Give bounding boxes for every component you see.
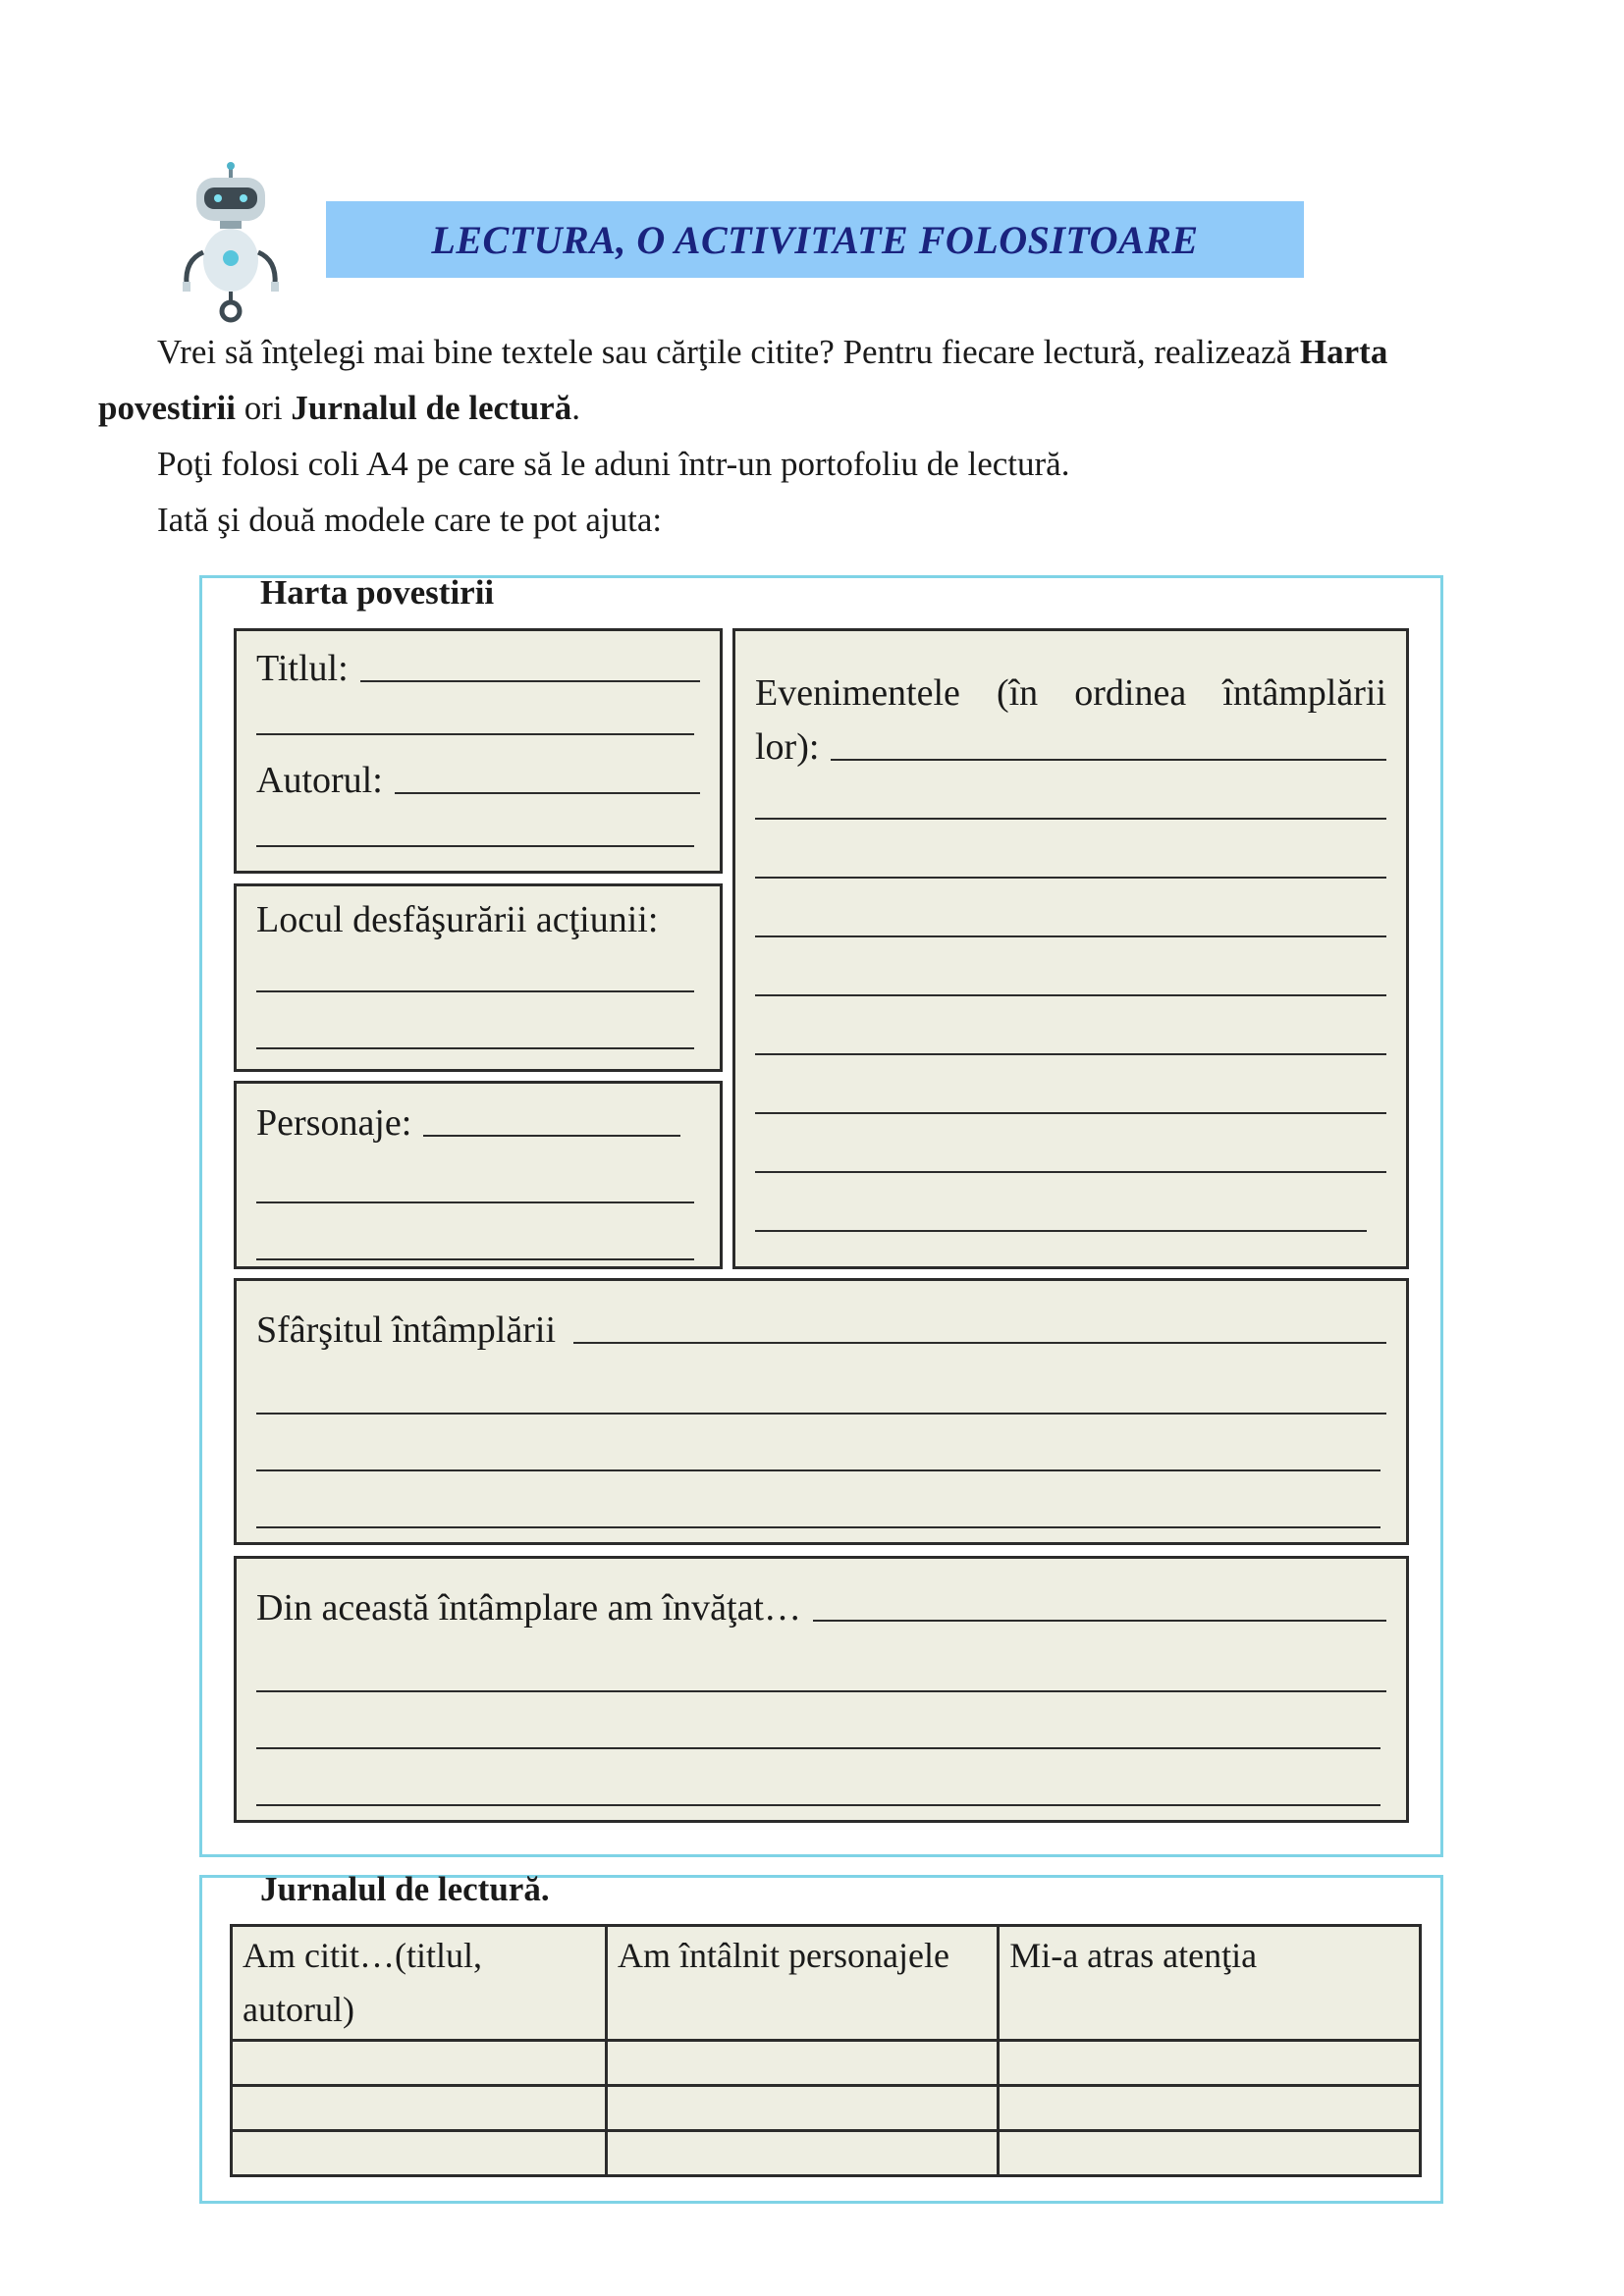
intro-paragraph-3: Iată şi două modele care te pot ajuta: bbox=[157, 501, 663, 539]
title-author-box bbox=[234, 628, 723, 874]
journal-header-read: Am citit…(titlul, autorul) bbox=[232, 1926, 607, 2041]
journal-cell[interactable] bbox=[999, 2041, 1421, 2086]
intro-bold-journal: Jurnalul de lectură bbox=[291, 389, 572, 427]
intro-paragraph-2: Poţi folosi coli A4 pe care să le aduni într-un portofoliu de lectură. bbox=[157, 445, 1070, 483]
journal-cell[interactable] bbox=[607, 2041, 999, 2086]
lesson-field-line-4[interactable] bbox=[256, 1804, 1380, 1806]
place-field-line-1[interactable] bbox=[256, 990, 694, 992]
title-field[interactable] bbox=[360, 680, 700, 682]
events-field-line-2[interactable] bbox=[755, 818, 1386, 820]
place-label: Locul desfăşurării acţiunii: bbox=[256, 899, 659, 940]
events-field-line-3[interactable] bbox=[755, 877, 1386, 879]
journal-cell[interactable] bbox=[232, 2041, 607, 2086]
intro-text-3: . bbox=[571, 389, 580, 427]
journal-table bbox=[230, 1924, 1422, 2177]
journal-header-characters: Am întâlnit personajele bbox=[607, 1926, 999, 2041]
lesson-field-line-1[interactable] bbox=[813, 1620, 1386, 1622]
journal-cell[interactable] bbox=[607, 2086, 999, 2131]
events-box bbox=[732, 628, 1409, 1269]
author-field-line-2[interactable] bbox=[256, 845, 694, 847]
ending-box bbox=[234, 1278, 1409, 1545]
events-field-line-8[interactable] bbox=[755, 1171, 1386, 1173]
title-label: Titlul: bbox=[256, 648, 349, 689]
robot-icon bbox=[177, 162, 285, 324]
ending-field-line-4[interactable] bbox=[256, 1526, 1380, 1528]
author-field[interactable] bbox=[395, 792, 700, 794]
events-field-line-6[interactable] bbox=[755, 1053, 1386, 1055]
events-label-line-1: Evenimentele (în ordinea întâmplării bbox=[755, 672, 1386, 714]
ending-label: Sfârşitul întâmplării bbox=[256, 1309, 557, 1351]
place-box bbox=[234, 883, 723, 1072]
journal-cell[interactable] bbox=[999, 2131, 1421, 2176]
journal-cell[interactable] bbox=[232, 2086, 607, 2131]
events-field-line-1[interactable] bbox=[831, 759, 1386, 761]
characters-label: Personaje: bbox=[256, 1102, 412, 1144]
intro-paragraph-1 bbox=[98, 324, 1532, 436]
characters-field-line-2[interactable] bbox=[256, 1201, 694, 1203]
journal-row bbox=[232, 2131, 1421, 2176]
events-field-line-7[interactable] bbox=[755, 1112, 1386, 1114]
journal-header-row bbox=[232, 1926, 1421, 2041]
characters-box bbox=[234, 1081, 723, 1269]
ending-field-line-2[interactable] bbox=[256, 1413, 1386, 1415]
characters-field[interactable] bbox=[423, 1135, 680, 1137]
intro-text-1: Vrei să înţelegi mai bine textele sau cărţile citite? Pentru fiecare lectură, realizează bbox=[157, 333, 1300, 371]
events-field-line-9[interactable] bbox=[755, 1230, 1367, 1232]
journal-header-attention: Mi-a atras atenţia bbox=[999, 1926, 1421, 2041]
events-field-line-4[interactable] bbox=[755, 935, 1386, 937]
journal-title: Jurnalul de lectură. bbox=[260, 1870, 550, 1908]
story-map-title: Harta povestirii bbox=[260, 573, 495, 612]
ending-field-line-3[interactable] bbox=[256, 1469, 1380, 1471]
title-banner bbox=[326, 201, 1304, 278]
intro-bold-story-map: Harta povestirii bbox=[98, 333, 1388, 427]
lesson-label: Din această întâmplare am învăţat… bbox=[256, 1587, 801, 1629]
ending-field-line-1[interactable] bbox=[573, 1342, 1386, 1344]
title-field-line-2[interactable] bbox=[256, 733, 694, 735]
page-title: LECTURA, O ACTIVITATE FOLOSITOARE bbox=[431, 217, 1199, 262]
lesson-field-line-2[interactable] bbox=[256, 1690, 1386, 1692]
journal-cell[interactable] bbox=[607, 2131, 999, 2176]
place-field-line-2[interactable] bbox=[256, 1047, 694, 1049]
intro-text bbox=[98, 324, 1532, 548]
lesson-field-line-3[interactable] bbox=[256, 1747, 1380, 1749]
journal-cell[interactable] bbox=[999, 2086, 1421, 2131]
journal-row bbox=[232, 2086, 1421, 2131]
characters-field-line-3[interactable] bbox=[256, 1258, 694, 1260]
author-label: Autorul: bbox=[256, 760, 383, 801]
events-label-line-2: lor): bbox=[755, 726, 820, 768]
lesson-box bbox=[234, 1556, 1409, 1823]
events-field-line-5[interactable] bbox=[755, 994, 1386, 996]
intro-text-2: ori bbox=[235, 389, 292, 427]
journal-row bbox=[232, 2041, 1421, 2086]
journal-cell[interactable] bbox=[232, 2131, 607, 2176]
